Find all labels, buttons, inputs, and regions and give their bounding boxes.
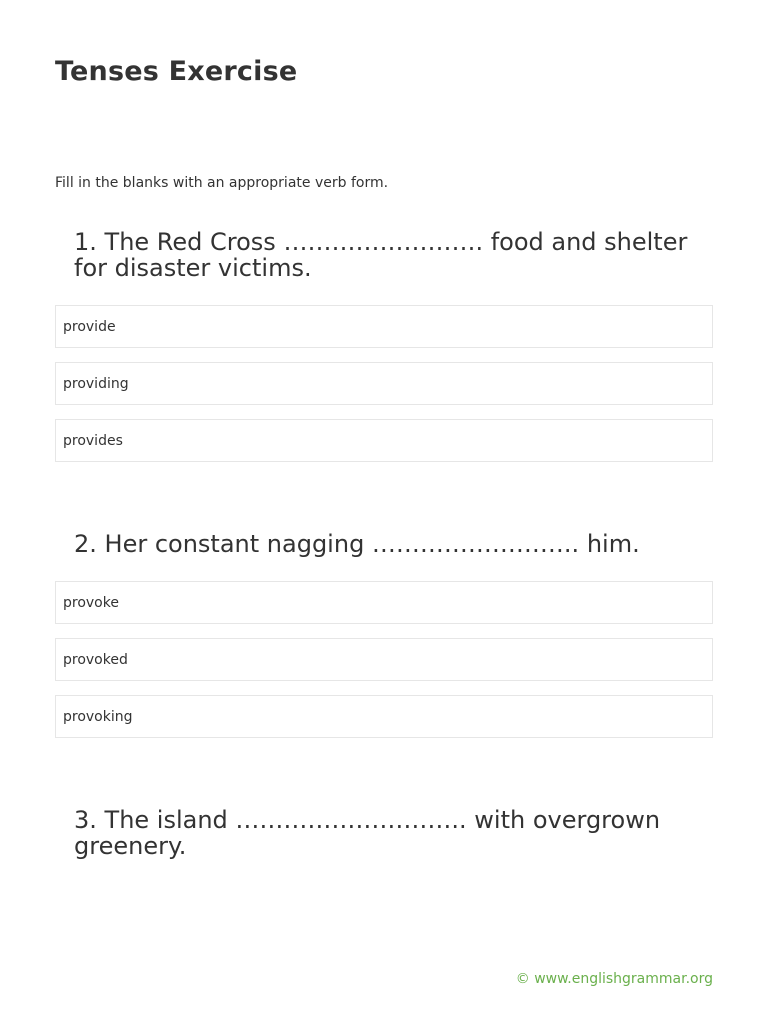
answer-option[interactable]: providing bbox=[55, 362, 713, 405]
answer-option[interactable]: provide bbox=[55, 305, 713, 348]
answer-option[interactable]: provoke bbox=[55, 581, 713, 624]
page-title: Tenses Exercise bbox=[55, 56, 298, 87]
answer-option[interactable]: provoked bbox=[55, 638, 713, 681]
instructions-text: Fill in the blanks with an appropriate verb form. bbox=[55, 175, 389, 191]
question-1: 1. The Red Cross ……………………. food and shelter for disaster victims. bbox=[74, 228, 688, 282]
question-2-options bbox=[55, 581, 713, 752]
answer-option[interactable]: provides bbox=[55, 419, 713, 462]
question-1-options bbox=[55, 305, 713, 476]
copyright-link[interactable]: © www.englishgrammar.org bbox=[515, 971, 713, 987]
question-3: 3. The island ……………………….. with overgrown greenery. bbox=[74, 806, 661, 860]
question-2: 2. Her constant nagging …………………….. him. bbox=[74, 530, 640, 558]
answer-option[interactable]: provoking bbox=[55, 695, 713, 738]
